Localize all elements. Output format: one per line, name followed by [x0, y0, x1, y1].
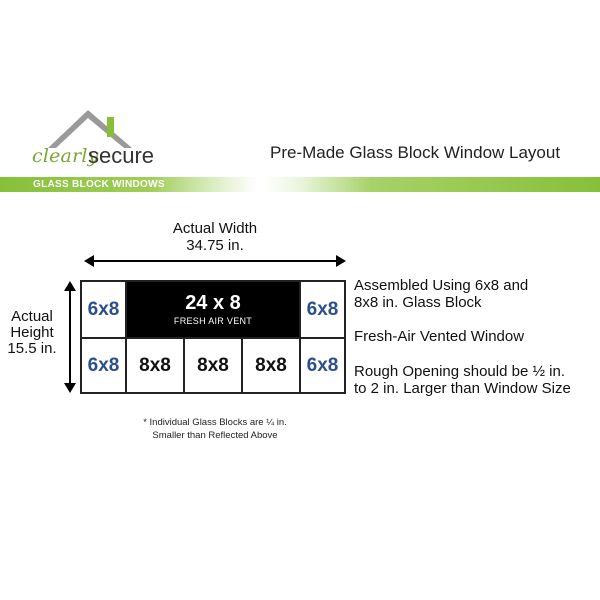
height-label-line2: Height — [10, 324, 54, 341]
width-dimension-label — [140, 220, 290, 254]
fresh-air-vent — [126, 281, 300, 338]
note-vented: Fresh-Air Vented Window — [354, 328, 525, 345]
width-label: Actual Width — [172, 220, 258, 237]
note-rough-opening — [354, 363, 571, 397]
height-label-line1: Actual — [11, 308, 53, 325]
height-dimension-label — [2, 309, 62, 357]
block-8x8-2: 8x8 — [184, 338, 242, 393]
brand-clearly: clearly — [32, 145, 99, 167]
block-8x8-3: 8x8 — [242, 338, 300, 393]
footnote-line2: Smaller than Reflected Above — [152, 430, 278, 441]
brand-secure: secure — [88, 143, 155, 168]
width-value: 34.75 in. — [186, 237, 244, 254]
block-6x8-bottom-left: 6x8 — [81, 338, 126, 393]
block-6x8-top-left: 6x8 — [81, 281, 126, 338]
height-value: 15.5 in. — [7, 340, 57, 357]
block-8x8-1: 8x8 — [126, 338, 184, 393]
height-arrow — [63, 281, 77, 393]
page-title: Pre-Made Glass Block Window Layout — [270, 143, 561, 162]
block-6x8-bottom-right: 6x8 — [300, 338, 345, 393]
width-arrow — [84, 254, 346, 268]
note-assembled-line2: 8x8 in. Glass Block — [354, 294, 482, 311]
note-assembled-line1: Assembled Using 6x8 and — [354, 277, 529, 294]
brand-tagline: GLASS BLOCK WINDOWS — [33, 179, 165, 190]
footnote — [110, 416, 320, 442]
vent-label: FRESH AIR VENT — [173, 316, 253, 326]
note-rough-line1: Rough Opening should be ½ in. — [354, 363, 565, 380]
footnote-line1: * Individual Glass Blocks are ¼ in. — [143, 417, 287, 428]
note-assembled — [354, 277, 528, 311]
window-layout — [80, 280, 346, 394]
vent-size: 24 x 8 — [185, 292, 241, 314]
note-rough-line2: to 2 in. Larger than Window Size — [354, 380, 571, 397]
block-6x8-top-right: 6x8 — [300, 281, 345, 338]
